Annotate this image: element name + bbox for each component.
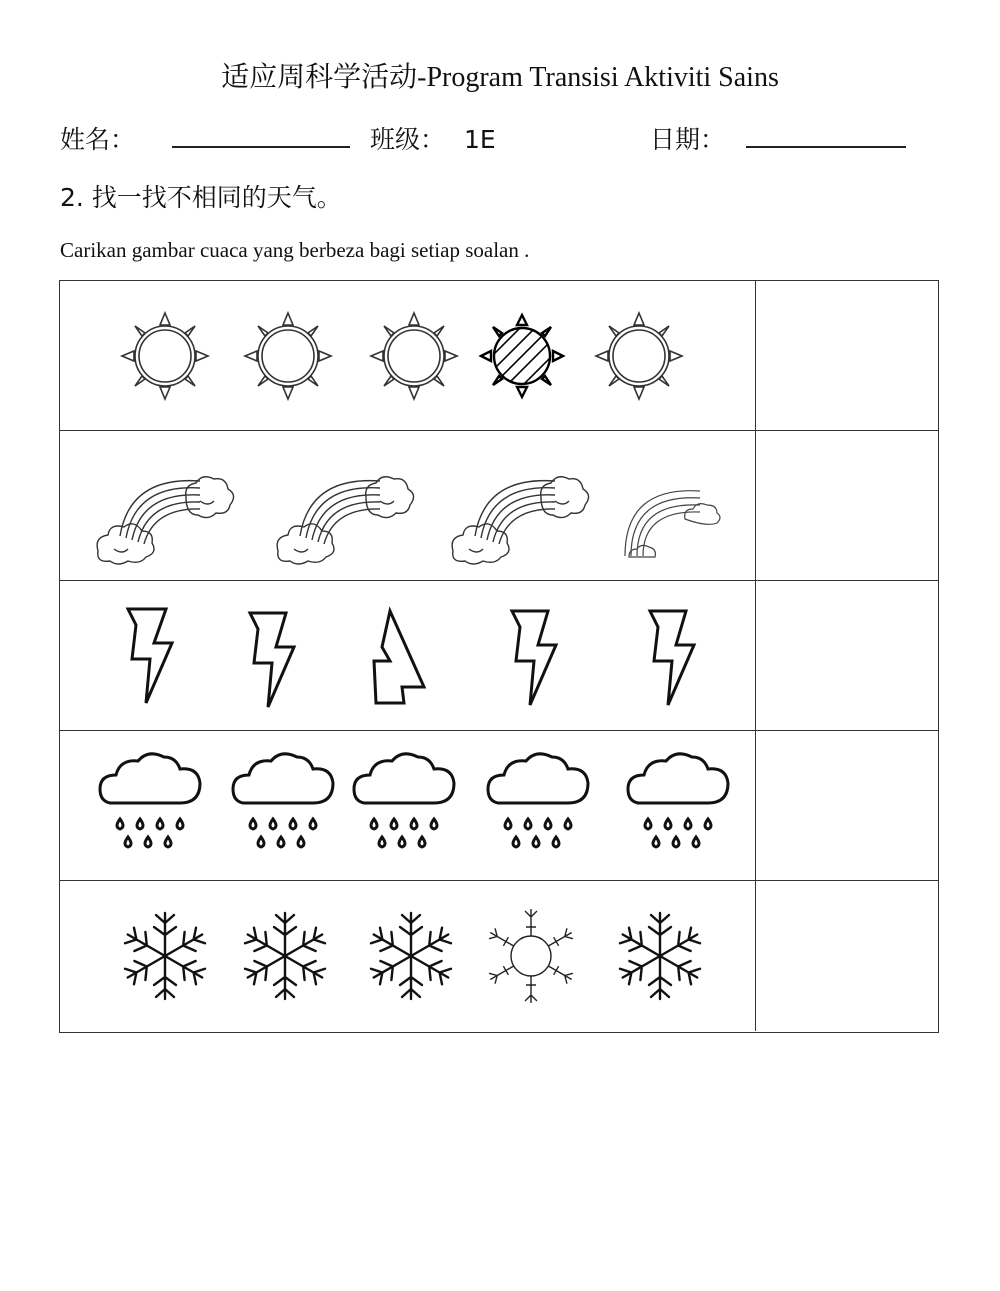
name-field[interactable] xyxy=(172,118,350,160)
answer-cell-rainbow[interactable] xyxy=(755,431,938,580)
lightning-icon[interactable] xyxy=(210,591,340,721)
answer-cell-sun[interactable] xyxy=(755,281,938,430)
lightning-alt-icon[interactable] xyxy=(332,591,462,721)
question-instruction: Carikan gambar cuaca yang berbeza bagi setiap soalan . xyxy=(60,238,530,262)
row-rainbow xyxy=(60,431,938,581)
rain-cloud-icon[interactable] xyxy=(618,741,748,871)
snowflake-icon[interactable] xyxy=(220,891,350,1021)
snowflake-icon[interactable] xyxy=(595,891,725,1021)
sun-hatched-icon[interactable] xyxy=(457,291,587,421)
answer-cell-snowflake[interactable] xyxy=(755,881,938,1031)
page-title: 适应周科学活动-Program Transisi Aktiviti Sains xyxy=(221,62,779,93)
rainbow-cloud-icon[interactable] xyxy=(90,441,240,571)
class-value: 1E xyxy=(464,125,496,154)
snowflake-thin-icon[interactable] xyxy=(466,891,596,1021)
lightning-icon[interactable] xyxy=(472,591,602,721)
student-info-row xyxy=(60,120,940,160)
weather-grid xyxy=(59,280,939,1033)
rain-cloud-icon[interactable] xyxy=(478,741,608,871)
question-text: 2. 找一找不相同的天气。 xyxy=(60,183,342,212)
rain-cloud-icon[interactable] xyxy=(90,741,220,871)
snowflake-icon[interactable] xyxy=(100,891,230,1021)
rainbow-small-icon[interactable] xyxy=(615,441,745,571)
class-label: 班级： xyxy=(370,125,446,154)
answer-cell-lightning[interactable] xyxy=(755,581,938,730)
sun-icon[interactable] xyxy=(574,291,704,421)
row-lightning xyxy=(60,581,938,731)
date-label: 日期： xyxy=(650,125,726,154)
rain-cloud-icon[interactable] xyxy=(344,741,474,871)
rain-cloud-icon[interactable] xyxy=(223,741,353,871)
sun-icon[interactable] xyxy=(223,291,353,421)
date-field[interactable] xyxy=(746,118,906,160)
row-sun xyxy=(60,281,938,431)
sun-icon[interactable] xyxy=(100,291,230,421)
rainbow-cloud-icon[interactable] xyxy=(270,441,420,571)
row-snowflake xyxy=(60,881,938,1031)
rainbow-cloud-icon[interactable] xyxy=(445,441,595,571)
name-label: 姓名： xyxy=(60,125,136,154)
lightning-icon[interactable] xyxy=(88,591,218,721)
lightning-icon[interactable] xyxy=(610,591,740,721)
answer-cell-rain[interactable] xyxy=(755,731,938,880)
snowflake-icon[interactable] xyxy=(346,891,476,1021)
row-rain xyxy=(60,731,938,881)
